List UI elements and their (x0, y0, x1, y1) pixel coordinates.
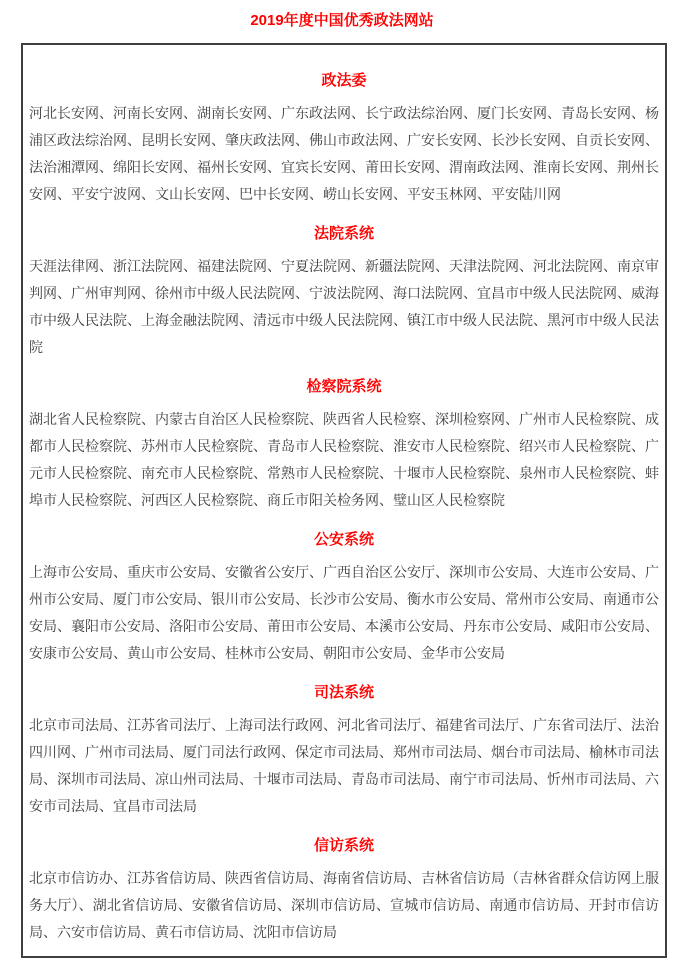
section-heading-procuratorates: 检察院系统 (306, 378, 382, 395)
section-zhengfawei (29, 67, 659, 208)
section-list-justice: 北京市司法局、江苏省司法厅、上海司法行政网、河北省司法厅、福建省司法厅、广东省司法厅、法治四川网、广州市司法局、厦门司法行政网、保定市司法局、郑州市司法局、烟台市司法局、榆林市司法局、深圳市司法局、凉山州司法局、十堰市司法局、青岛市司法局、南宁市司法局、忻州市司法局、六安市司法局、宜昌市司法局 (29, 717, 659, 814)
section-list-petition: 北京市信访办、江苏省信访局、陕西省信访局、海南省信访局、吉林省信访局（吉林省群众信访网上服务大厅）、湖北省信访局、安徽省信访局、深圳市信访局、宣城市信访局、南通市信访局、开封市信访局、六安市信访局、黄石市信访局、沈阳市信访局 (29, 870, 659, 940)
section-heading-zhengfawei: 政法委 (321, 72, 367, 89)
section-list-courts: 天涯法律网、浙江法院网、福建法院网、宁夏法院网、新疆法院网、天津法院网、河北法院网、南京审判网、广州审判网、徐州市中级人民法院网、宁波法院网、海口法院网、宜昌市中级人民法院网、威海市中级人民法院、上海金融法院网、清远市中级人民法院网、镇江市中级人民法院、黑河市中级人民法院 (29, 258, 659, 355)
content-box (21, 43, 667, 958)
section-petition (29, 832, 659, 946)
section-list-zhengfawei: 河北长安网、河南长安网、湖南长安网、广东政法网、长宁政法综治网、厦门长安网、青岛长安网、杨浦区政法综治网、昆明长安网、肇庆政法网、佛山市政法网、广安长安网、长沙长安网、自贡长安网、法治湘潭网、绵阳长安网、福州长安网、宜宾长安网、莆田长安网、渭南政法网、淮南长安网、荆州长安网、平安宁波网、文山长安网、巴中长安网、崂山长安网、平安玉林网、平安陆川网 (29, 105, 659, 202)
section-heading-courts: 法院系统 (313, 225, 374, 242)
section-heading-justice: 司法系统 (313, 684, 374, 701)
section-heading-petition: 信访系统 (313, 837, 374, 854)
section-list-procuratorates: 湖北省人民检察院、内蒙古自治区人民检察院、陕西省人民检察、深圳检察网、广州市人民检察院、成都市人民检察院、苏州市人民检察院、青岛市人民检察院、淮安市人民检察院、绍兴市人民检察院、广元市人民检察院、南充市人民检察院、常熟市人民检察院、十堰市人民检察院、泉州市人民检察院、蚌埠市人民检察院、河西区人民检察院、商丘市阳关检务网、璧山区人民检察院 (29, 411, 659, 508)
page-title: 2019年度中国优秀政法网站 (250, 12, 434, 29)
section-procuratorates (29, 373, 659, 514)
section-list-public-security: 上海市公安局、重庆市公安局、安徽省公安厅、广西自治区公安厅、深圳市公安局、大连市公安局、广州市公安局、厦门市公安局、银川市公安局、长沙市公安局、衡水市公安局、常州市公安局、南通市公安局、襄阳市公安局、洛阳市公安局、莆田市公安局、本溪市公安局、丹东市公安局、咸阳市公安局、安康市公安局、黄山市公安局、桂林市公安局、朝阳市公安局、金华市公安局 (29, 564, 659, 661)
section-justice (29, 679, 659, 820)
section-heading-public-security: 公安系统 (313, 531, 374, 548)
section-public-security (29, 526, 659, 667)
section-courts (29, 220, 659, 361)
